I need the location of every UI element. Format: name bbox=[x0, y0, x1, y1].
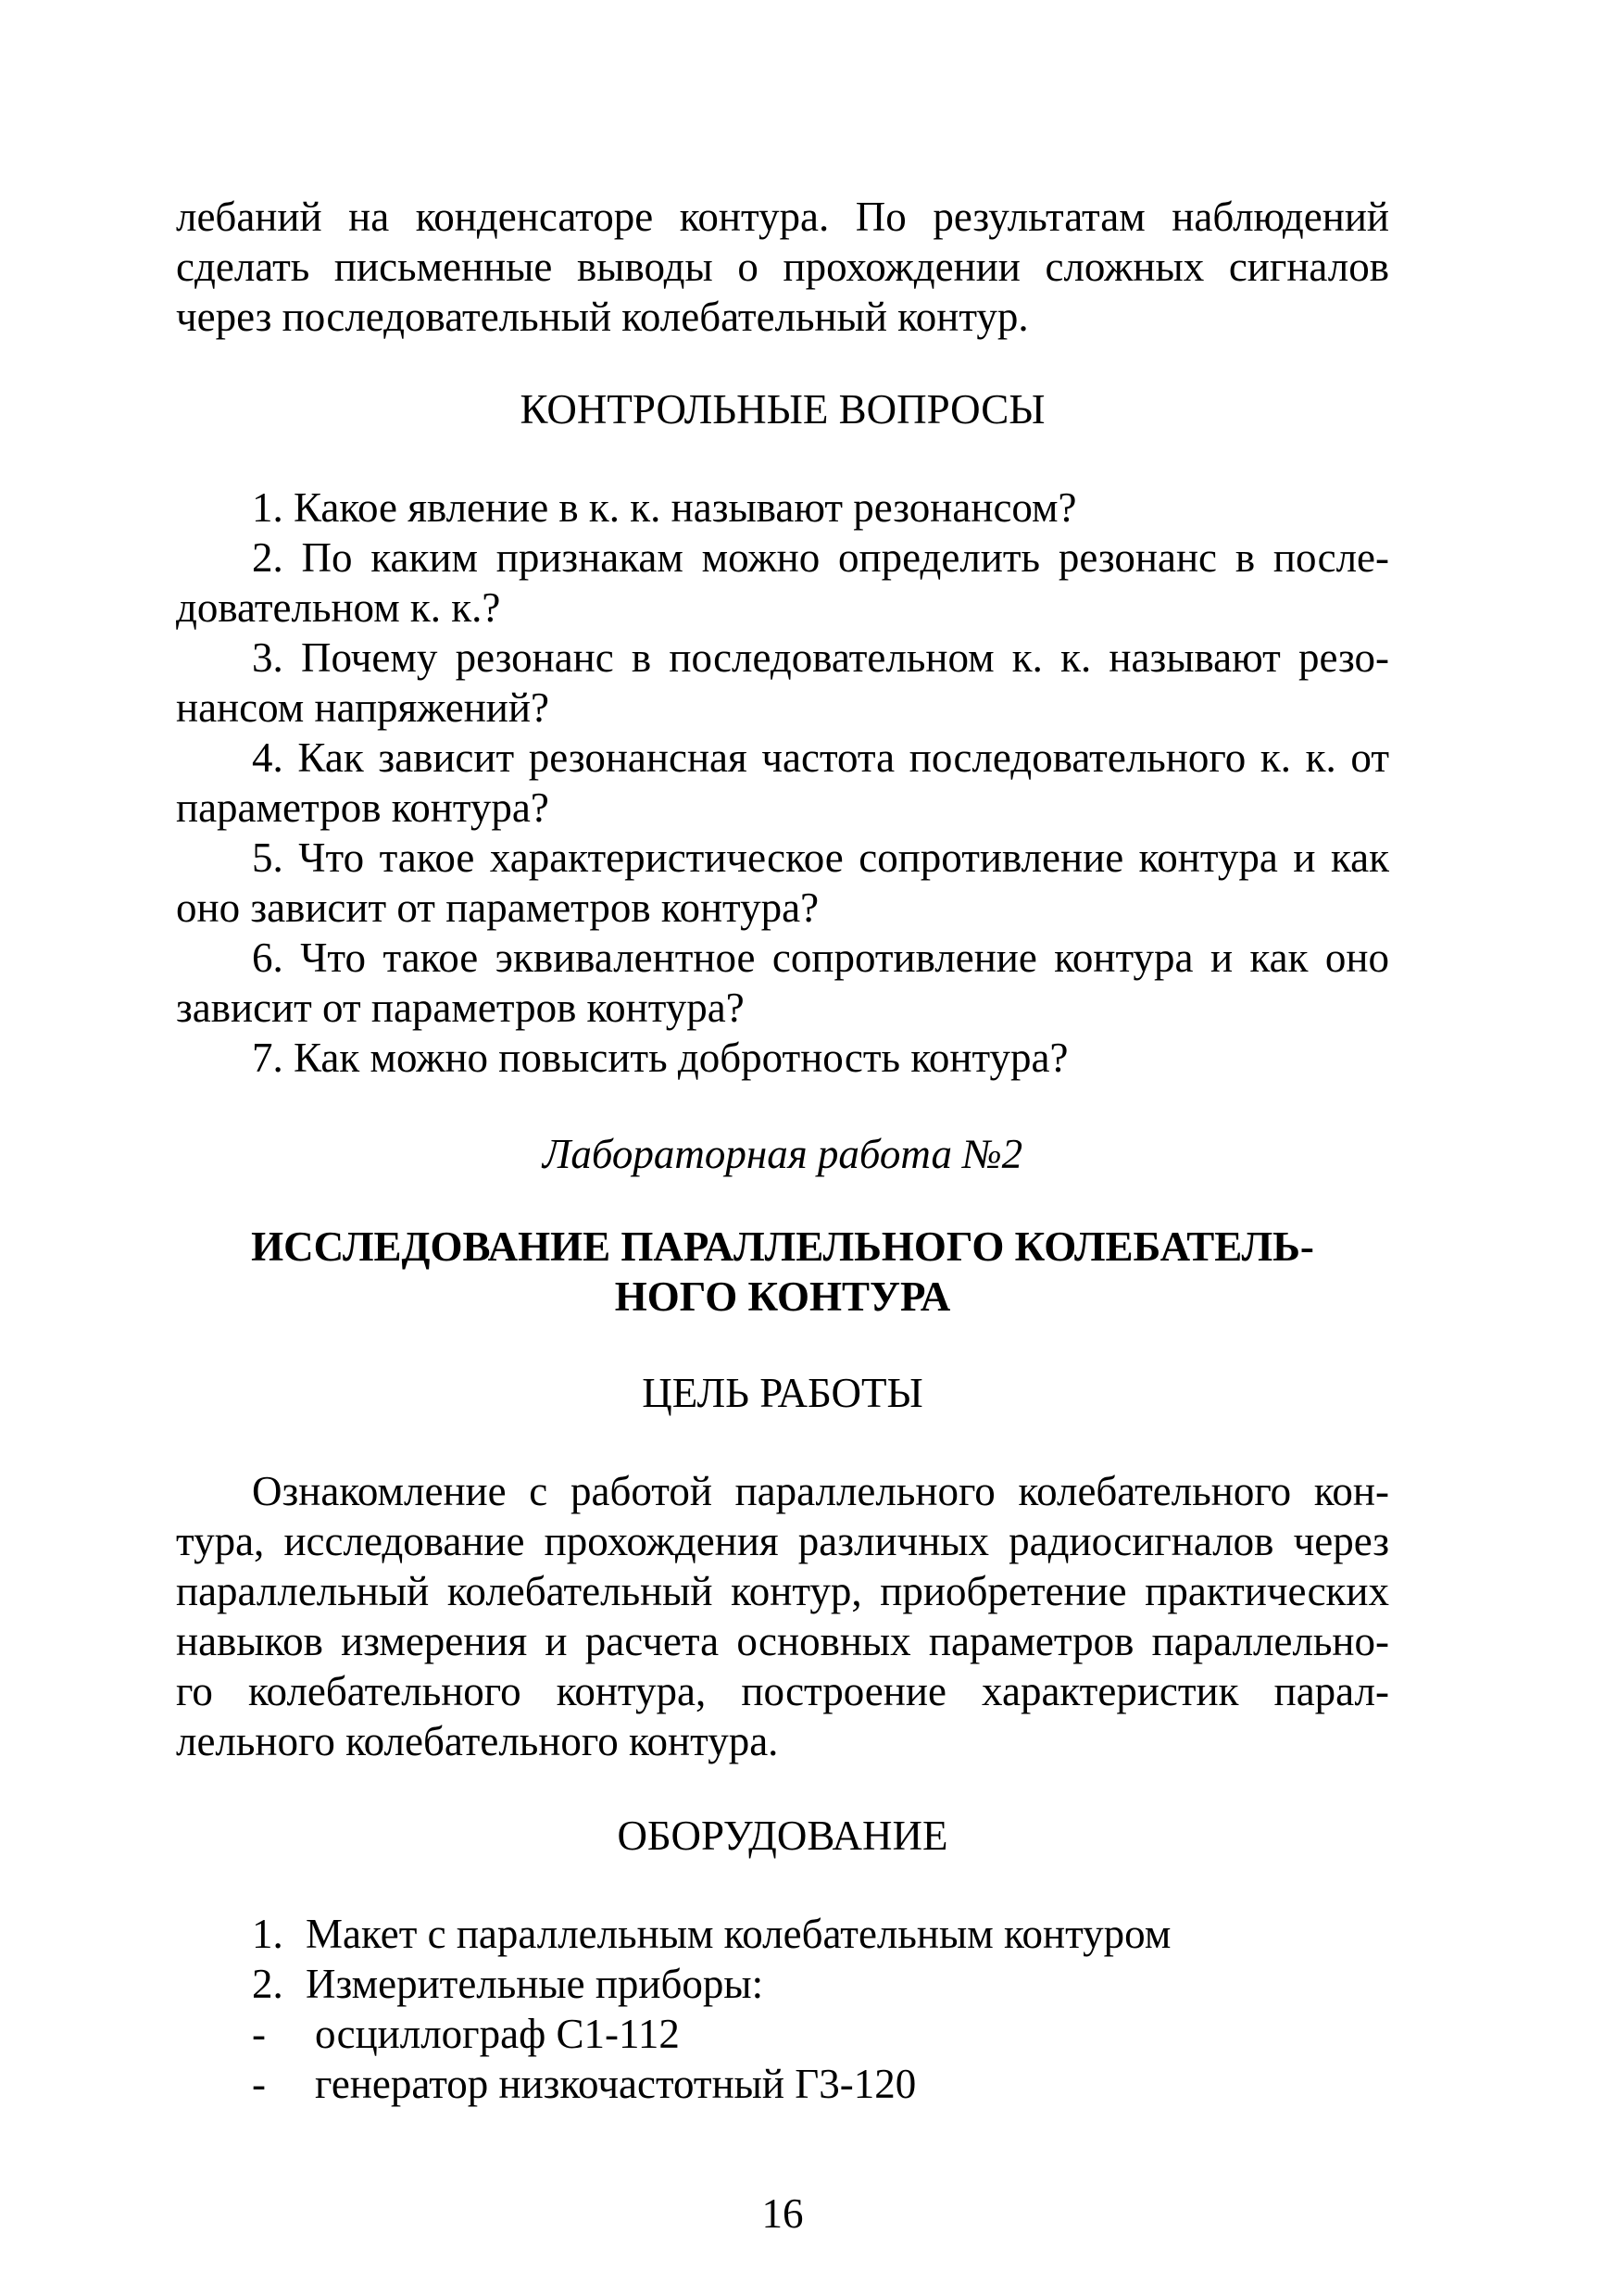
goal-line-6: лельного колебательного контура. bbox=[176, 1718, 779, 1764]
question-3-line-2: нансом напряжений? bbox=[176, 684, 549, 731]
equipment-heading: ОБОРУДОВАНИЕ bbox=[617, 1813, 948, 1859]
question-2-line-1: 2. По каким признакам можно определить резонанс в после- bbox=[252, 534, 1389, 581]
question-5-line-1: 5. Что такое характеристическое сопротивление контура и как bbox=[252, 834, 1389, 881]
question-1: 1. Какое явление в к. к. называют резонансом? bbox=[252, 484, 1077, 531]
equipment-subitem-1-dash: - bbox=[252, 2011, 266, 2057]
goal-line-4: навыков измерения и расчета основных параметров параллельно- bbox=[176, 1618, 1389, 1664]
question-5-line-2: оно зависит от параметров контура? bbox=[176, 885, 820, 931]
intro-line-2: сделать письменные выводы о прохождении сложных сигналов bbox=[176, 244, 1389, 290]
equipment-subitem-2 bbox=[0, 2061, 1617, 2110]
intro-line-1: лебаний на конденсаторе контура. По результатам наблюдений bbox=[176, 194, 1389, 240]
goal-line-3: параллельный колебательный контур, приобретение практических bbox=[176, 1568, 1389, 1614]
question-4-line-1: 4. Как зависит резонансная частота последовательного к. к. от bbox=[252, 734, 1389, 781]
equipment-item-1-number: 1. bbox=[252, 1911, 283, 1957]
question-6-line-1: 6. Что такое эквивалентное сопротивление контура и как оно bbox=[252, 935, 1389, 981]
control-questions-heading: КОНТРОЛЬНЫЕ ВОПРОСЫ bbox=[520, 386, 1046, 433]
equipment-subitem-1 bbox=[0, 2011, 1617, 2060]
question-3-line-1: 3. Почему резонанс в последовательном к. к. называют резо- bbox=[252, 634, 1389, 681]
goal-line-5: го колебательного контура, построение характеристик парал- bbox=[176, 1668, 1389, 1714]
equipment-item-2-number: 2. bbox=[252, 1961, 283, 2007]
page-number: 16 bbox=[761, 2190, 804, 2237]
goal-heading: ЦЕЛЬ РАБОТЫ bbox=[642, 1370, 923, 1416]
equipment-item-1 bbox=[252, 1913, 1171, 1955]
goal-line-2: тура, исследование прохождения различных радиосигналов через bbox=[176, 1518, 1389, 1564]
equipment-subitem-2-text: генератор низкочастотный Г3-120 bbox=[315, 2061, 917, 2107]
question-2-line-2: довательном к. к.? bbox=[176, 584, 501, 631]
goal-line-1: Ознакомление с работой параллельного колебательного кон- bbox=[252, 1468, 1389, 1514]
lab-title-line-1: ИССЛЕДОВАНИЕ ПАРАЛЛЕЛЬНОГО КОЛЕБАТЕЛЬ- bbox=[251, 1223, 1314, 1270]
question-4-line-2: параметров контура? bbox=[176, 784, 549, 831]
question-7: 7. Как можно повысить добротность контура? bbox=[252, 1035, 1069, 1081]
equipment-item-1-text: Макет с параллельным колебательным контуром bbox=[306, 1911, 1172, 1957]
lab-title-line-2: НОГО КОНТУРА bbox=[614, 1273, 951, 1320]
equipment-item-2-text: Измерительные приборы: bbox=[306, 1961, 764, 2007]
question-6-line-2: зависит от параметров контура? bbox=[176, 985, 745, 1031]
equipment-item-2 bbox=[252, 1961, 764, 2007]
equipment-subitem-2-dash: - bbox=[252, 2061, 266, 2107]
intro-line-3: через последовательный колебательный контур. bbox=[176, 294, 1029, 340]
lab-subtitle: Лабораторная работа №2 bbox=[542, 1131, 1023, 1177]
equipment-subitem-1-text: осциллограф С1-112 bbox=[315, 2011, 680, 2057]
